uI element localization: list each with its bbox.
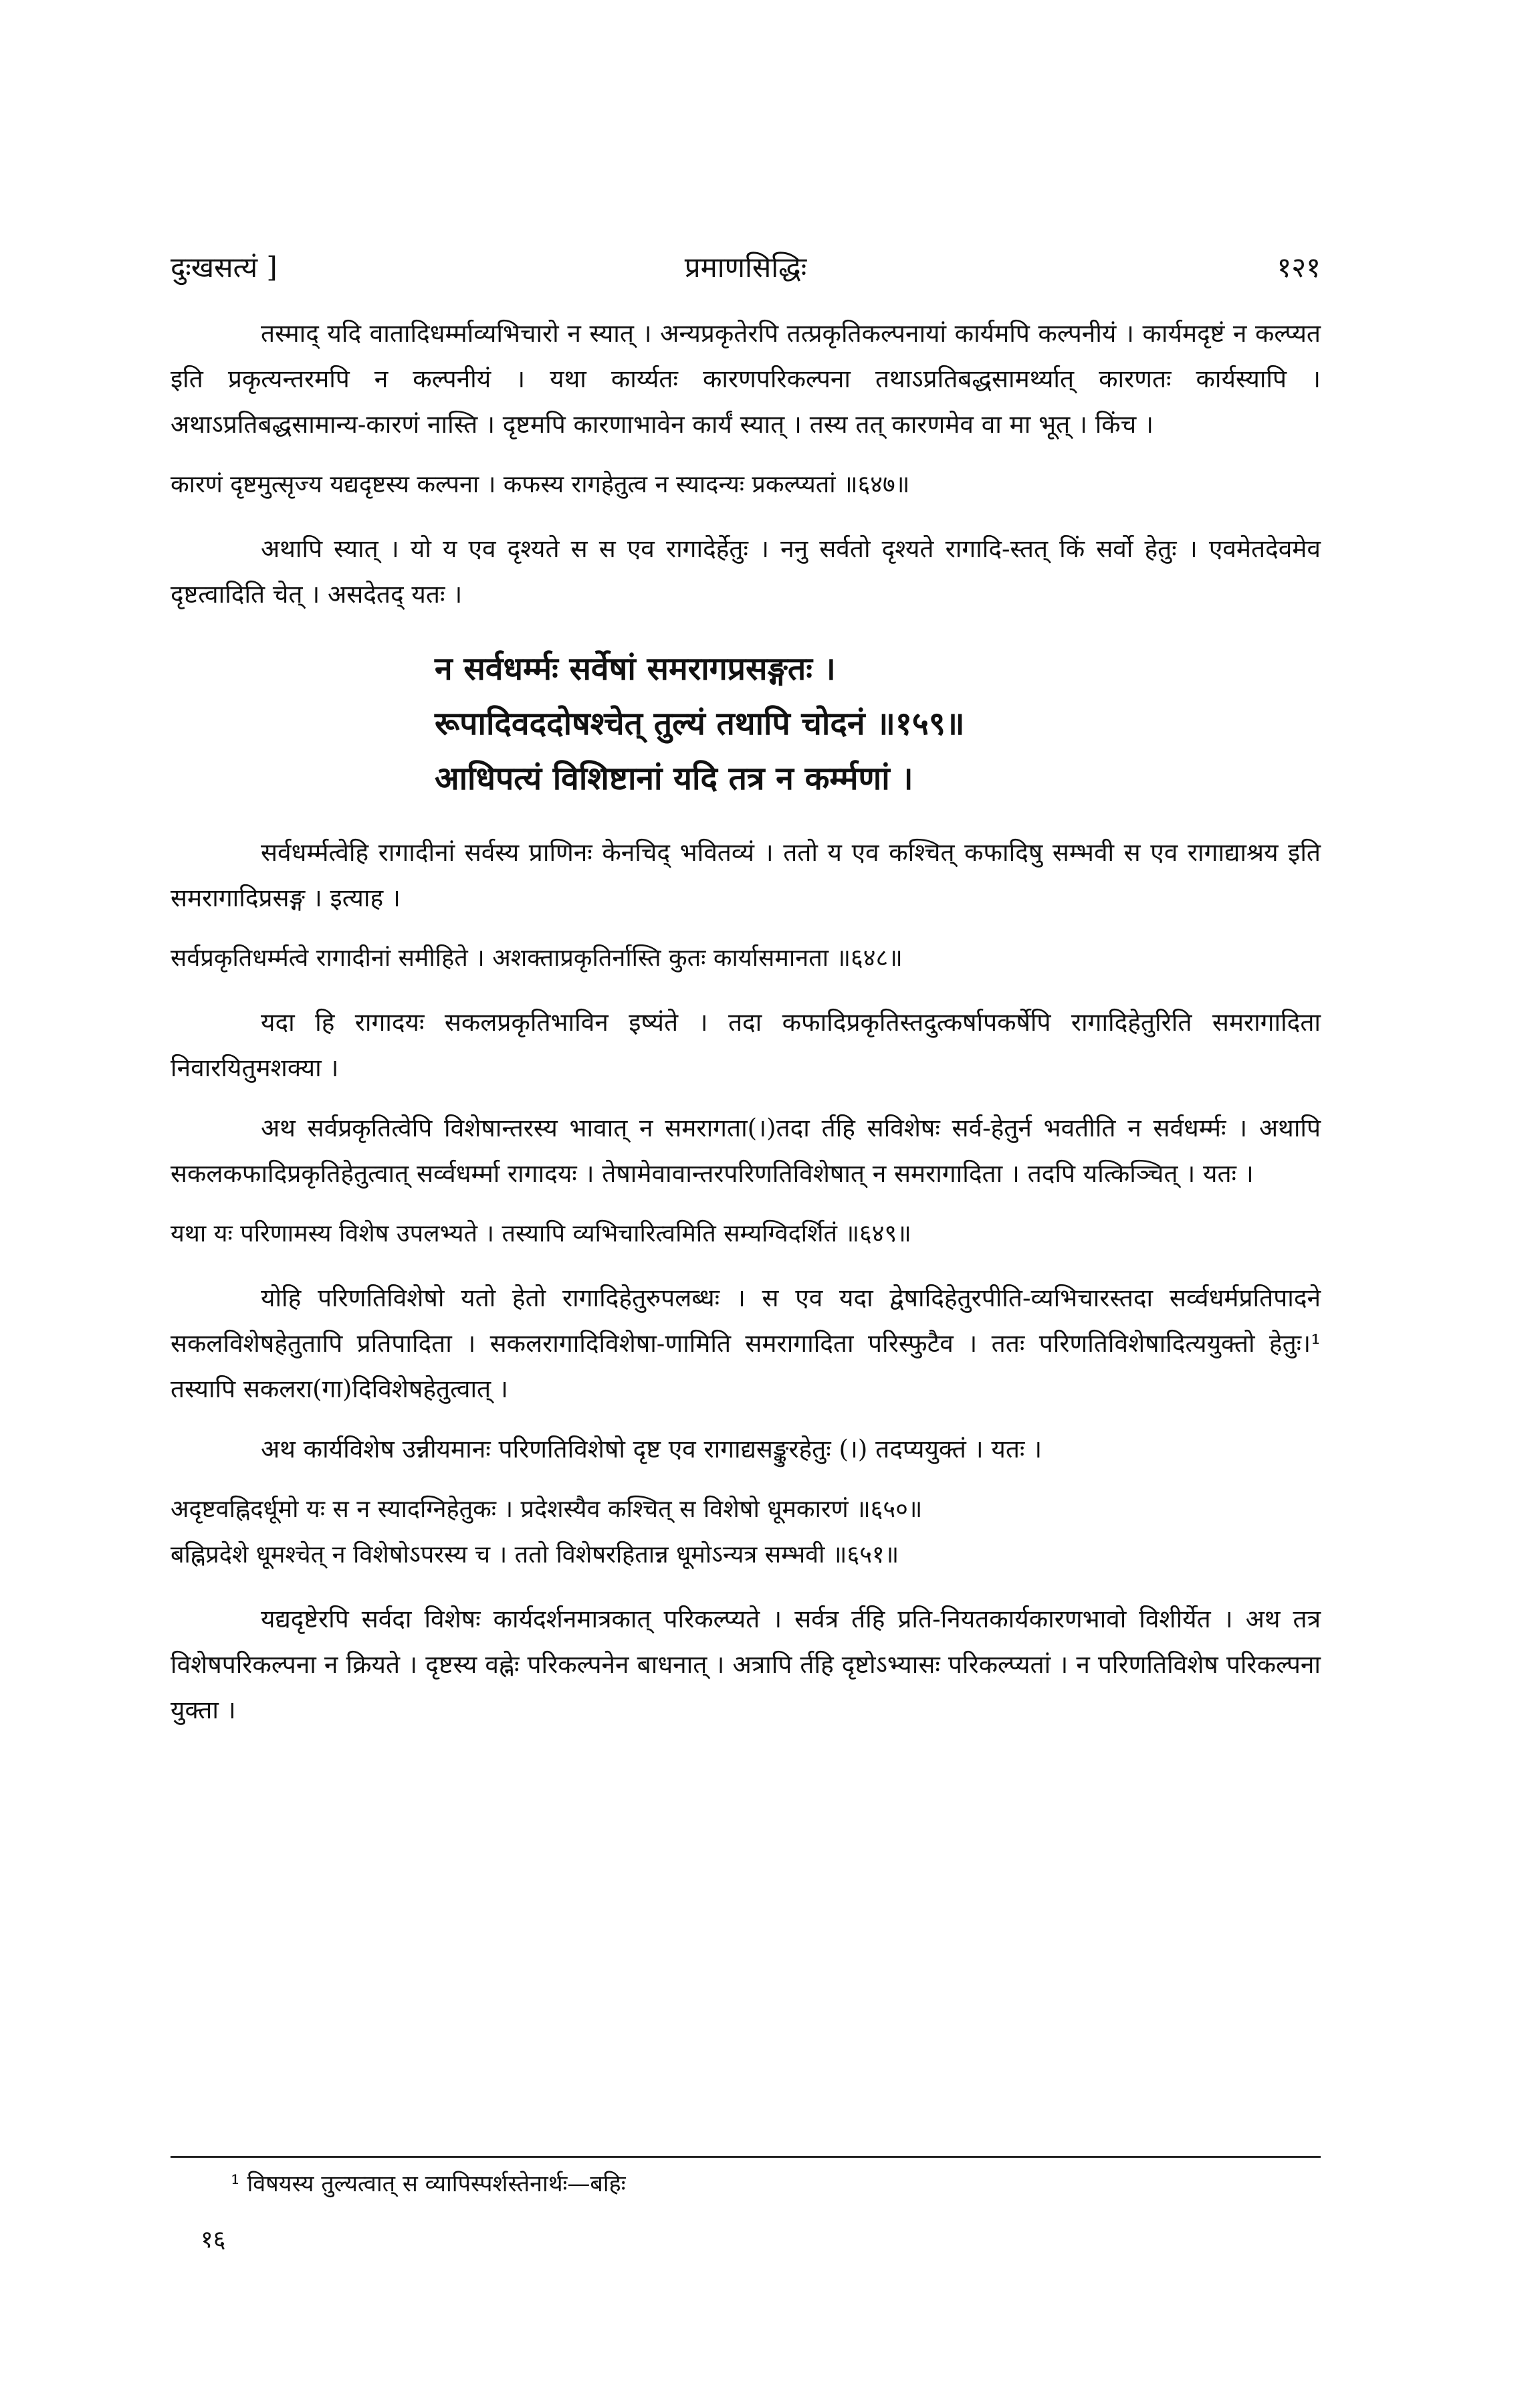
karika-line: रूपादिवददोषश्चेत् तुल्यं तथापि चोदनं ॥१५९॥ <box>435 705 965 742</box>
verse-line: यथा यः परिणामस्य विशेष उपलभ्यते । तस्यापि व्यभिचारित्वमिति सम्यग्विदर्शितं ॥६४९॥ <box>171 1220 911 1247</box>
footnote: ¹ विषयस्य तुल्यत्वात् स व्यापिस्पर्शस्तेनार्थः—बहिः <box>231 2171 626 2197</box>
running-header <box>171 247 1321 294</box>
paragraph: अथापि स्यात् । यो य एव दृश्यते स स एव रागादेर्हेतुः । ननु सर्वतो दृश्यते रागादि-स्तत् किं सर्वो हेतुः । एवमेतदेवमेव दृष्टत्वादिति चेत् । असदेतद् यतः । <box>171 534 1321 609</box>
main-text <box>171 311 1321 1748</box>
signature-mark: १६ <box>201 2226 226 2253</box>
paragraph: योहि परिणतिविशेषो यतो हेतो रागादिहेतुरुपलब्धः । स एव यदा द्वेषादिहेतुरपीति-व्यभिचारस्तदा सर्व्वधर्मप्रतिपादने सकलविशेषहेतुतापि प्रतिपादिता । सकलरागादिविशेषा-णामिति समरागादिता परिस्फुटैव । ततः परिणतिविशेषादित्ययुक्तो हेतुः।¹ तस्यापि सकलरा(गा)दिविशेषहेतुत्वात् । <box>171 1284 1321 1403</box>
page-number: १२१ <box>1277 251 1321 284</box>
paragraph: यदा हि रागादयः सकलप्रकृतिभाविन इष्यंते । तदा कफादिप्रकृतिस्तदुत्कर्षापकर्षेपि रागादिहेतुरिति समरागादिता निवारयितुमशक्या । <box>171 1008 1321 1082</box>
karika-block <box>435 641 1321 806</box>
verse-line: सर्वप्रकृतिधर्म्मत्वे रागादीनां समीहिते । अशक्ताप्रकृतिर्नास्ति कुतः कार्यासमानता ॥६४८॥ <box>171 944 903 972</box>
paragraph: अथ सर्वप्रकृतित्वेपि विशेषान्तरस्य भावात् न समरागता(।)तदा र्तहि सविशेषः सर्व-हेतुर्न भवतीति न सर्वधर्म्मः । अथापि सकलकफादिप्रकृतिहेतुत्वात् सर्व्वधर्म्मा रागादयः । तेषामेवावान्तरपरिणतिविशेषात् न समरागादिता । तदपि यत्किञ्चित् । यतः । <box>171 1114 1321 1188</box>
verse-line: बह्निप्रदेशे धूमश्चेत् न विशेषोऽपरस्य च । ततो विशेषरहितान्न धूमोऽन्यत्र सम्भवी ॥६५१॥ <box>171 1541 899 1569</box>
karika-line: न सर्वधर्म्मः सर्वेषां समरागप्रसङ्गतः । <box>435 650 836 688</box>
chapter-title: दुःखसत्यं ] <box>171 251 278 284</box>
book-title: प्रमाणसिद्धिः <box>684 251 807 284</box>
verse-line: कारणं दृष्टमुत्सृज्य यद्यदृष्टस्य कल्पना । कफस्य रागहेतुत्व न स्यादन्यः प्रकल्प्यतां ॥६४७॥ <box>171 471 910 498</box>
karika-line: आधिपत्यं विशिष्टानां यदि तत्र न कर्म्मणां । <box>435 760 913 797</box>
paragraph: सर्वधर्म्मत्वेहि रागादीनां सर्वस्य प्राणिनः केनचिद् भवितव्यं । ततो य एव कश्चित् कफादिषु सम्भवी स एव रागाद्याश्रय इति समरागादिप्रसङ्ग । इत्याह । <box>171 838 1321 912</box>
paragraph: अथ कार्यविशेष उन्नीयमानः परिणतिविशेषो दृष्ट एव रागाद्यसङ्कुरहेतुः (।) तदप्ययुक्तं । यतः । <box>261 1435 1042 1464</box>
footnote-rule <box>171 2156 1321 2158</box>
paragraph: तस्माद् यदि वातादिधर्म्माव्यभिचारो न स्यात् । अन्यप्रकृतेरपि तत्प्रकृतिकल्पनायां कार्यमपि कल्पनीयं । कार्यमदृष्टं न कल्प्यत इति प्रकृत्यन्तरमपि न कल्पनीयं । यथा कार्य्यतः कारणपरिकल्पना तथाऽप्रतिबद्धसामर्थ्यात् कारणतः कार्यस्यापि । अथाऽप्रतिबद्धसामान्य-कारणं नास्ति । दृष्टमपि कारणाभावेन कार्यं स्यात् । तस्य तत् कारणमेव वा मा भूत् । किंच । <box>171 319 1321 439</box>
paragraph: यद्यदृष्टेरपि सर्वदा विशेषः कार्यदर्शनमात्रकात् परिकल्प्यते । सर्वत्र र्तहि प्रति-नियतकार्यकारणभावो विशीर्येत । अथ तत्र विशेषपरिकल्पना न क्रियते । दृष्टस्य वह्नेः परिकल्पनेन बाधनात् । अत्रापि र्तहि दृष्टोऽभ्यासः परिकल्प्यतां । न परिणतिविशेष परिकल्पना युक्ता । <box>171 1605 1321 1724</box>
verse-line: अदृष्टवह्निदर्धूमो यः स न स्यादग्निहेतुकः । प्रदेशस्यैव कश्चित् स विशेषो धूमकारणं ॥६५०॥ <box>171 1496 923 1523</box>
